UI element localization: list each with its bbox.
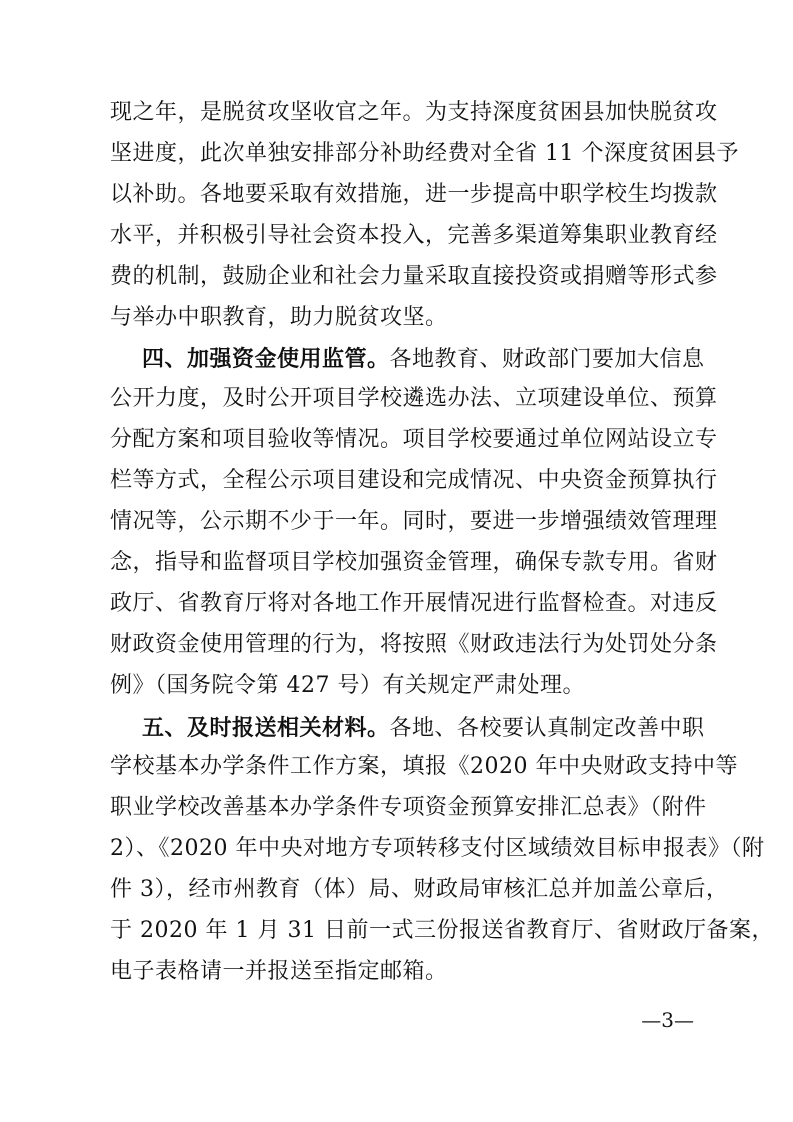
paragraph-line: 情况等，公示期不少于一年。同时，要进一步增强绩效管理理 (110, 509, 718, 534)
paragraph-line: 现之年，是脱贫攻坚收官之年。为支持深度贫困县加快脱贫攻 (110, 100, 718, 125)
paragraph-line: 以补助。各地要采取有效措施，进一步提高中职学校生均拨款 (110, 182, 718, 207)
paragraph-line: 公开力度，及时公开项目学校遴选办法、立项建设单位、预算 (110, 386, 718, 411)
section-4-heading: 四、加强资金使用监管。 (142, 347, 390, 372)
paragraph-line: 费的机制，鼓励企业和社会力量采取直接投资或捐赠等形式参 (110, 264, 718, 289)
paragraph-line: 政厅、省教育厅将对各地工作开展情况进行监督检查。对违反 (110, 591, 718, 616)
paragraph-line: 学校基本办学条件工作方案，填报《2020 年中央财政支持中等 (110, 754, 738, 779)
section-5-lead-text: 各地、各校要认真制定改善中职 (389, 716, 705, 741)
page-number: —3— (641, 1008, 694, 1032)
paragraph-line: 栏等方式，全程公示项目建设和完成情况、中央资金预算执行 (110, 468, 718, 493)
section-5-heading: 五、及时报送相关材料。 (142, 716, 390, 741)
paragraph-line: 例》（国务院令第 427 号）有关规定严肃处理。 (110, 673, 585, 698)
paragraph-line: 电子表格请一并报送至指定邮箱。 (110, 959, 448, 984)
section-5-first-line (142, 712, 705, 746)
section-4-first-line (142, 343, 705, 377)
paragraph-line: 财政资金使用管理的行为，将按照《财政违法行为处罚处分条 (110, 632, 718, 657)
paragraph-line: 坚进度，此次单独安排部分补助经费对全省 11 个深度贫困县予 (110, 141, 739, 166)
paragraph-line: 件 3），经市州教育（体）局、财政局审核汇总并加盖公章后， (110, 877, 729, 902)
paragraph-line: 分配方案和项目验收等情况。项目学校要通过单位网站设立专 (110, 427, 718, 452)
paragraph-line: 职业学校改善基本办学条件专项资金预算安排汇总表》（附件 (110, 795, 707, 820)
paragraph-line: 水平，并积极引导社会资本投入，完善多渠道筹集职业教育经 (110, 223, 718, 248)
paragraph-line: 2）、《2020 年中央对地方专项转移支付区域绩效目标申报表》（附 (110, 836, 765, 861)
paragraph-line: 于 2020 年 1 月 31 日前一式三份报送省教育厅、省财政厅备案， (110, 918, 774, 943)
paragraph-line: 与举办中职教育，助力脱贫攻坚。 (110, 305, 448, 330)
section-4-lead-text: 各地教育、财政部门要加大信息 (389, 347, 705, 372)
paragraph-line: 念，指导和监督项目学校加强资金管理，确保专款专用。省财 (110, 550, 718, 575)
